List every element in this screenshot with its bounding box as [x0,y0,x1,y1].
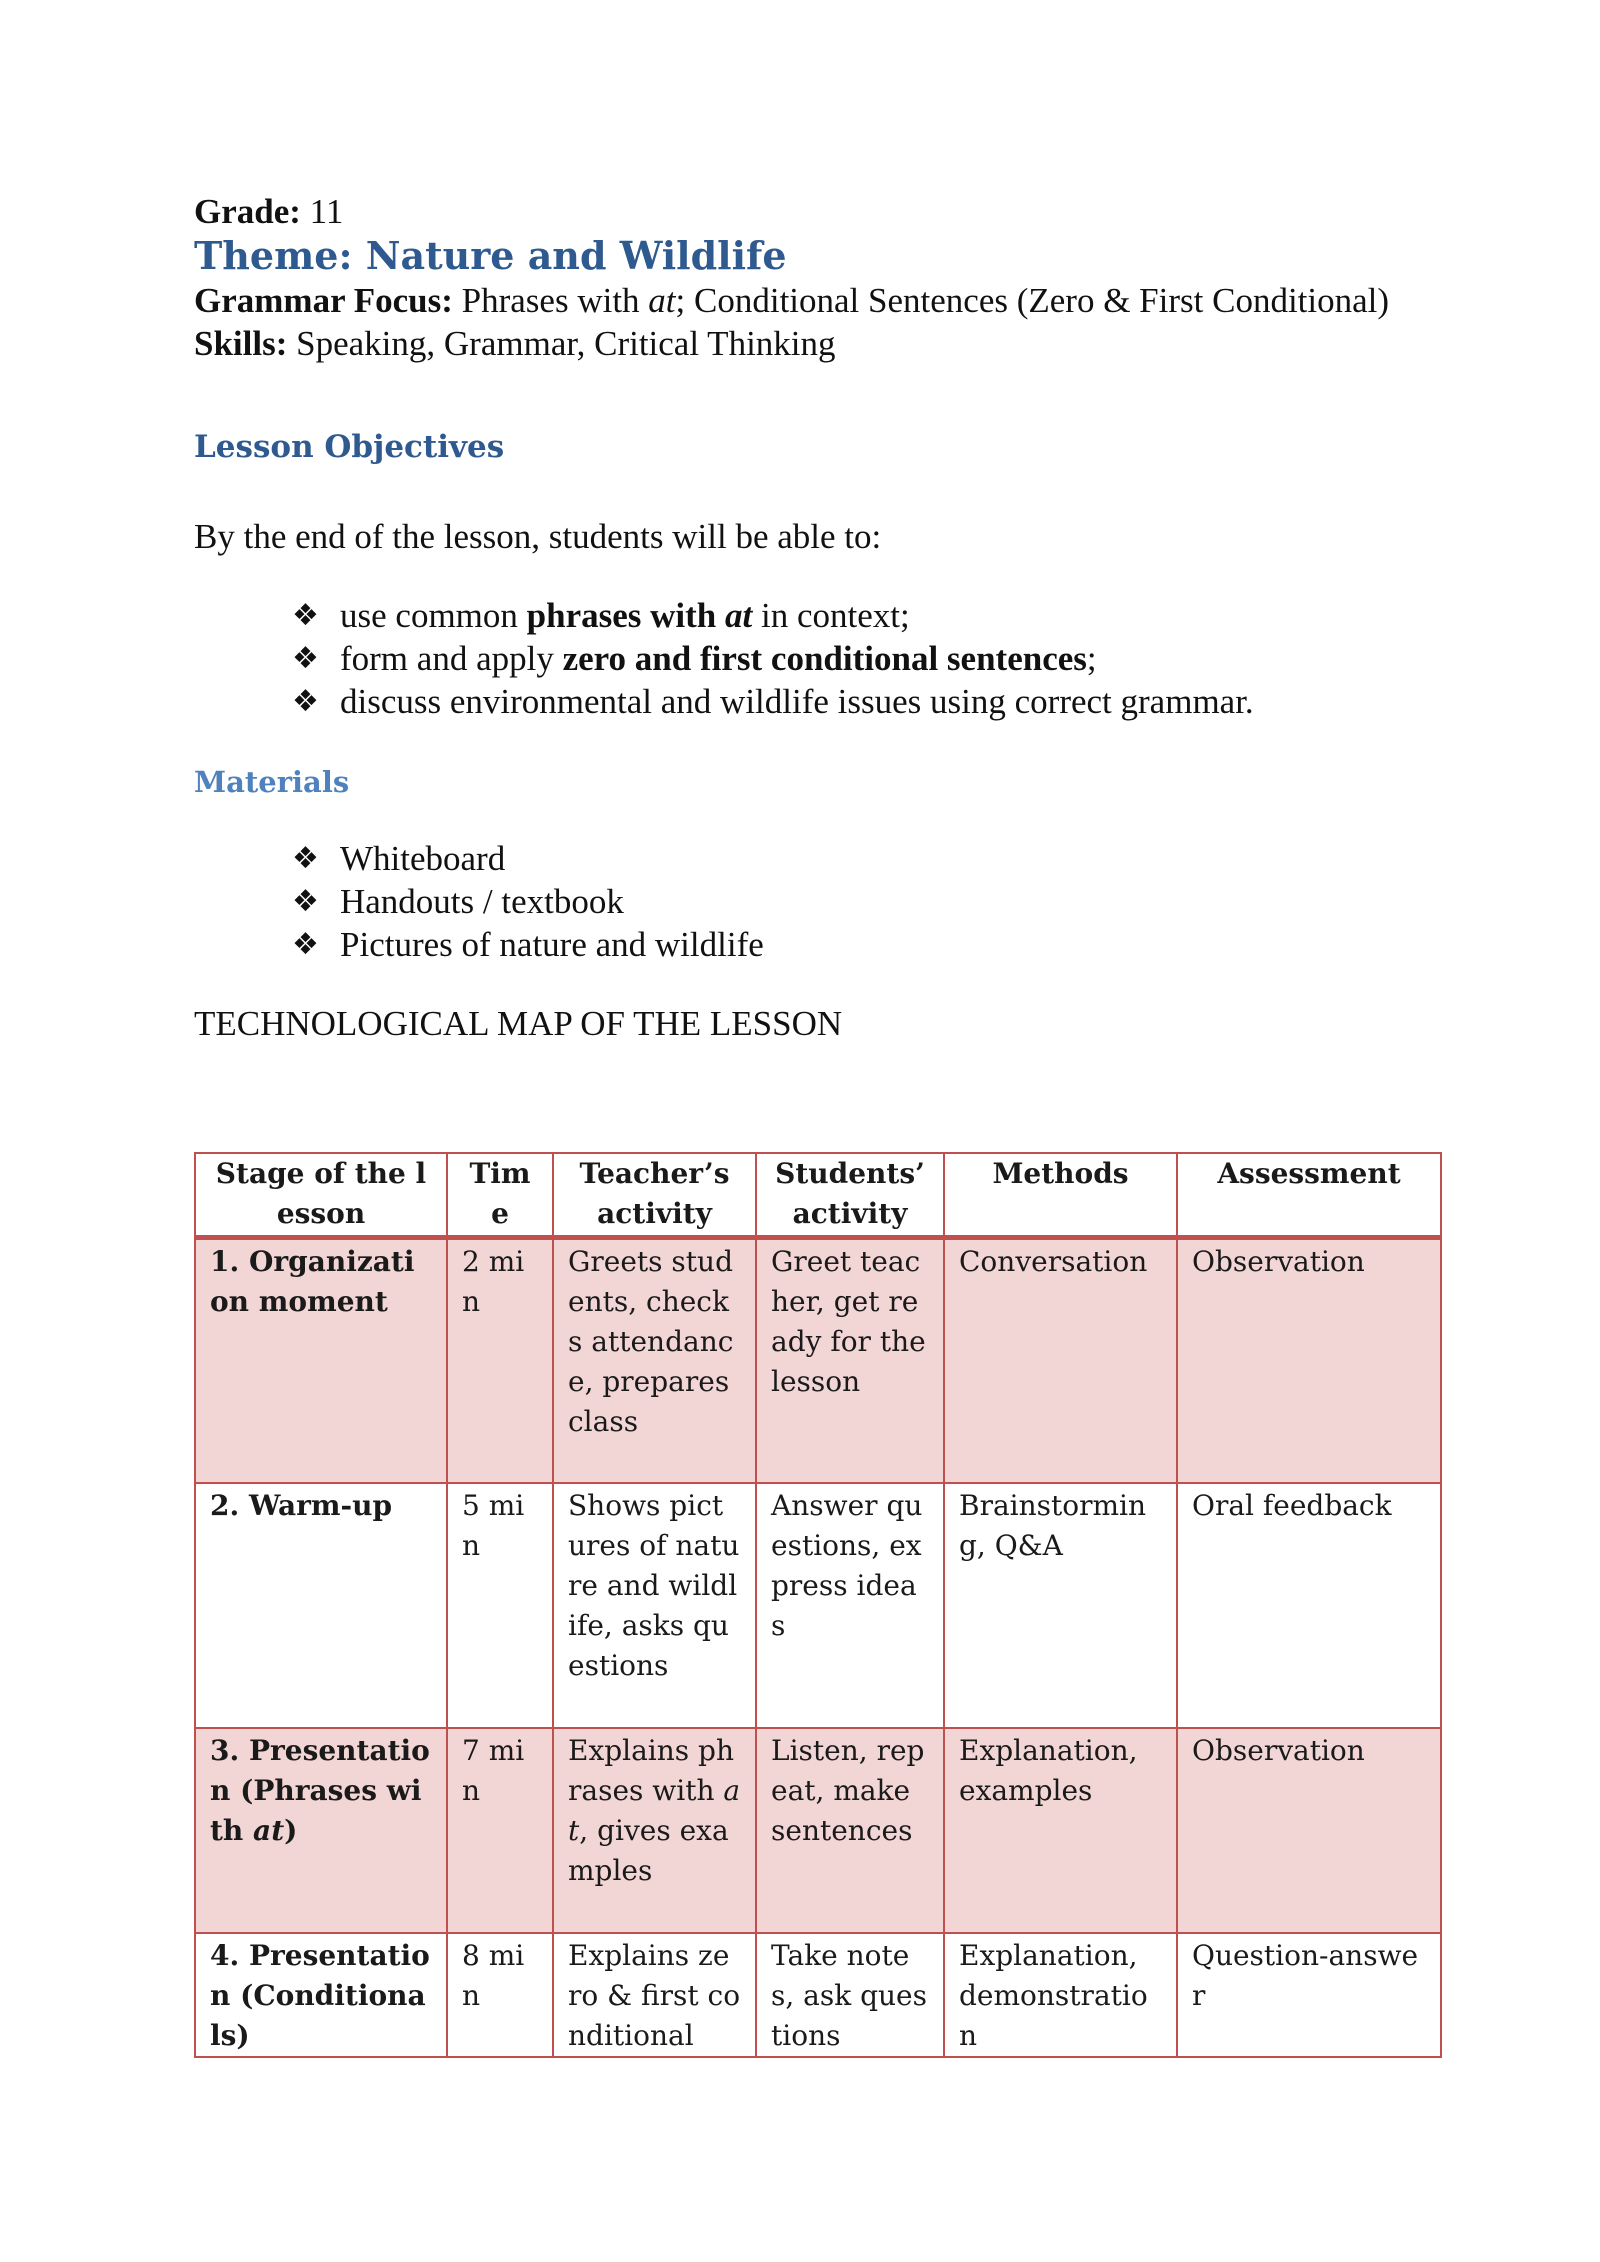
table-row [195,1933,1441,2057]
assessment-cell: Oral feedback [1177,1483,1441,1728]
assessment-cell: Question-answer [1177,1933,1441,2057]
stage-text: 3. Presentation (Phrases with [210,1734,430,1847]
four-diamond-bullet-icon: ❖ [292,598,319,633]
methods-cell: Conversation [944,1237,1177,1483]
stage-text-end: ) [284,1814,298,1847]
skills-line [194,322,1444,365]
stage-cell [195,1237,447,1483]
stage-text: 1. Organization moment [210,1244,415,1318]
grammar-focus-text: Phrases with [461,281,649,320]
methods-cell: Brainstorming, Q&A [944,1483,1177,1728]
time-cell: 8 min [447,1933,553,2057]
teacher-text: Explains zero & first conditional [568,1939,741,2052]
table-header-row [195,1153,1441,1237]
stage-italic: at [253,1814,285,1847]
grammar-focus-at: at [648,281,676,320]
material-text: Pictures of nature and wildlife [340,925,764,964]
skills-value: Speaking, Grammar, Critical Thinking [296,324,836,363]
materials-heading: Materials [194,765,350,799]
assessment-cell: Observation [1177,1728,1441,1933]
material-item [292,880,1444,923]
objective-text-end: in context; [752,596,910,635]
objectives-heading: Lesson Objectives [194,429,505,465]
grammar-focus-label: Grammar Focus: [194,281,453,320]
grade-label: Grade: [194,192,301,231]
material-item [292,923,1444,966]
grade-value: 11 [309,192,344,231]
column-header: Assessment [1177,1153,1441,1237]
grade-line [194,190,1444,233]
stage-text: 4. Presentation (Conditionals) [210,1939,430,2052]
four-diamond-bullet-icon: ❖ [292,684,319,719]
stage-cell [195,1483,447,1728]
grammar-focus-line [194,279,1444,322]
objective-item [292,637,1444,680]
objective-text: use common [340,596,527,635]
objectives-intro: By the end of the lesson, students will be able to: [194,517,882,556]
teacher-cell [553,1933,756,2057]
time-cell: 7 min [447,1728,553,1933]
column-header: Students’ activity [756,1153,944,1237]
column-header: Time [447,1153,553,1237]
theme-heading: Theme: Nature and Wildlife [194,233,787,278]
objective-item [292,594,1444,637]
objective-bold-italic: at [725,596,753,635]
teacher-cell [553,1237,756,1483]
tech-map-title: TECHNOLOGICAL MAP OF THE LESSON [194,1004,843,1043]
objectives-list [194,594,1444,723]
column-header: Teacher’s activity [553,1153,756,1237]
four-diamond-bullet-icon: ❖ [292,641,319,676]
methods-cell: Explanation, examples [944,1728,1177,1933]
teacher-text-end: , gives examples [568,1814,729,1887]
objective-item [292,680,1444,723]
stage-cell [195,1933,447,2057]
table-row [195,1728,1441,1933]
students-cell: Answer questions, express ideas [756,1483,944,1728]
four-diamond-bullet-icon: ❖ [292,841,319,876]
teacher-italic: at [568,1774,741,1847]
table-row [195,1237,1441,1483]
objective-text: discuss environmental and wildlife issues using correct grammar. [340,682,1254,721]
lesson-map-table [194,1152,1442,2058]
teacher-text: Shows pictures of nature and wildlife, asks questions [568,1489,740,1682]
teacher-text: Explains phrases with [568,1734,735,1807]
material-item [292,837,1444,880]
teacher-cell [553,1483,756,1728]
table-row [195,1483,1441,1728]
teacher-text: Greets students, checks attendance, prepares class [568,1244,734,1438]
objective-bold: phrases with [526,596,726,635]
material-text: Handouts / textbook [340,882,624,921]
four-diamond-bullet-icon: ❖ [292,884,319,919]
objective-text: form and apply [340,639,563,678]
column-header: Methods [944,1153,1177,1237]
skills-label: Skills: [194,324,288,363]
stage-cell [195,1728,447,1933]
teacher-cell [553,1728,756,1933]
column-header: Stage of the lesson [195,1153,447,1237]
methods-cell: Explanation, demonstration [944,1933,1177,2057]
material-text: Whiteboard [340,839,506,878]
lesson-plan-page [194,190,1444,1045]
assessment-cell: Observation [1177,1237,1441,1483]
four-diamond-bullet-icon: ❖ [292,927,319,962]
time-cell: 2 min [447,1237,553,1483]
time-cell: 5 min [447,1483,553,1728]
students-cell: Listen, repeat, make sentences [756,1728,944,1933]
stage-text: 2. Warm-up [210,1489,393,1522]
objective-text-end: ; [1086,639,1097,678]
objective-bold: zero and first conditional sentences [562,639,1087,678]
students-cell: Take notes, ask questions [756,1933,944,2057]
grammar-focus-text-2: ; Conditional Sentences (Zero & First Conditional) [675,281,1390,320]
students-cell: Greet teacher, get ready for the lesson [756,1237,944,1483]
materials-list [194,837,1444,966]
